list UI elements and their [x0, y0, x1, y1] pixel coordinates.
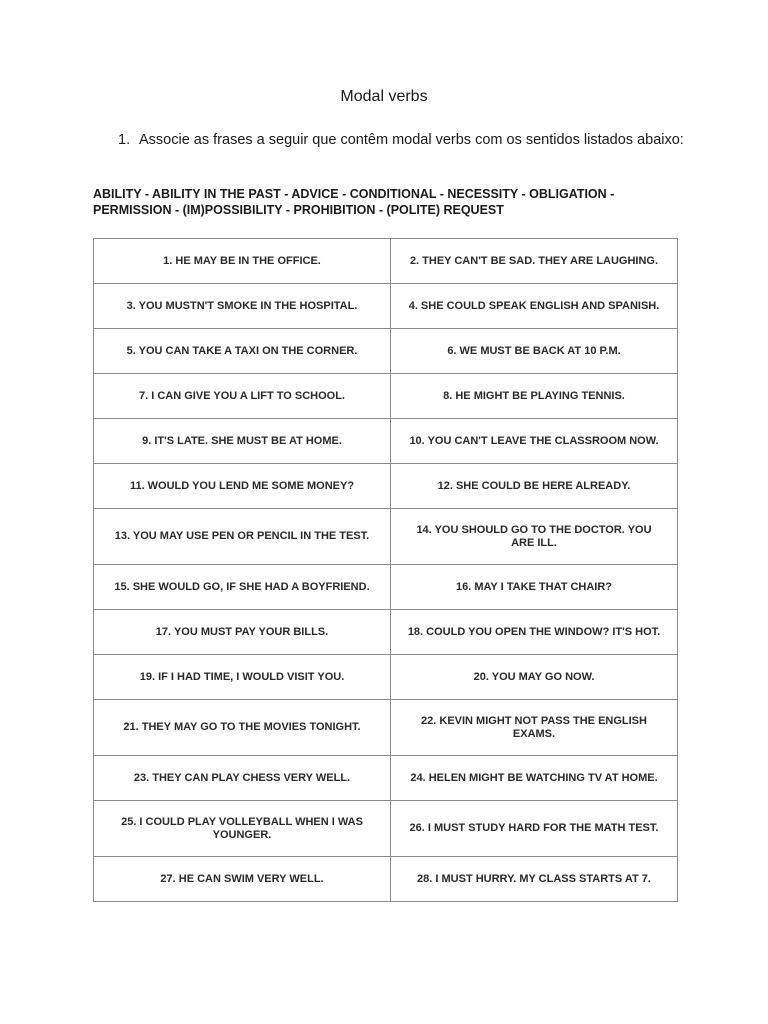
table-row [94, 374, 678, 419]
sentence-cell: 15. SHE WOULD GO, IF SHE HAD A BOYFRIEND. [94, 565, 391, 610]
sentence-cell: 28. I MUST HURRY. MY CLASS STARTS AT 7. [391, 857, 678, 902]
sentence-cell: 6. WE MUST BE BACK AT 10 P.M. [391, 329, 678, 374]
table-row [94, 801, 678, 857]
sentence-cell: 14. YOU SHOULD GO TO THE DOCTOR. YOU ARE ILL. [391, 509, 678, 565]
sentence-table [93, 238, 678, 902]
table-row [94, 419, 678, 464]
table-row [94, 284, 678, 329]
table-row [94, 756, 678, 801]
sentence-cell: 20. YOU MAY GO NOW. [391, 655, 678, 700]
sentence-cell: 5. YOU CAN TAKE A TAXI ON THE CORNER. [94, 329, 391, 374]
sentence-cell: 24. HELEN MIGHT BE WATCHING TV AT HOME. [391, 756, 678, 801]
table-row [94, 700, 678, 756]
sentence-cell: 4. SHE COULD SPEAK ENGLISH AND SPANISH. [391, 284, 678, 329]
sentence-cell: 7. I CAN GIVE YOU A LIFT TO SCHOOL. [94, 374, 391, 419]
sentence-cell: 11. WOULD YOU LEND ME SOME MONEY? [94, 464, 391, 509]
table-row [94, 610, 678, 655]
table-row [94, 565, 678, 610]
category-line: ABILITY - ABILITY IN THE PAST - ADVICE - CONDITIONAL - NECESSITY - OBLIGATION - [93, 187, 615, 201]
category-list [93, 186, 693, 218]
sentence-cell: 3. YOU MUSTN'T SMOKE IN THE HOSPITAL. [94, 284, 391, 329]
sentence-cell: 16. MAY I TAKE THAT CHAIR? [391, 565, 678, 610]
sentence-cell: 12. SHE COULD BE HERE ALREADY. [391, 464, 678, 509]
sentence-cell: 26. I MUST STUDY HARD FOR THE MATH TEST. [391, 801, 678, 857]
sentence-cell: 19. IF I HAD TIME, I WOULD VISIT YOU. [94, 655, 391, 700]
instruction-number: 1. [118, 132, 131, 148]
sentence-cell: 1. HE MAY BE IN THE OFFICE. [94, 239, 391, 284]
category-line: PERMISSION - (IM)POSSIBILITY - PROHIBITION - (POLITE) REQUEST [93, 203, 504, 217]
table-row [94, 239, 678, 284]
sentence-cell: 8. HE MIGHT BE PLAYING TENNIS. [391, 374, 678, 419]
sentence-cell: 27. HE CAN SWIM VERY WELL. [94, 857, 391, 902]
table-row [94, 857, 678, 902]
table-row [94, 464, 678, 509]
table-row [94, 655, 678, 700]
sentence-cell: 10. YOU CAN'T LEAVE THE CLASSROOM NOW. [391, 419, 678, 464]
sentence-cell: 13. YOU MAY USE PEN OR PENCIL IN THE TEST. [94, 509, 391, 565]
sentence-cell: 9. IT'S LATE. SHE MUST BE AT HOME. [94, 419, 391, 464]
sentence-cell: 23. THEY CAN PLAY CHESS VERY WELL. [94, 756, 391, 801]
sentence-cell: 25. I COULD PLAY VOLLEYBALL WHEN I WAS YOUNGER. [94, 801, 391, 857]
page-title: Modal verbs [340, 88, 428, 105]
sentence-cell: 21. THEY MAY GO TO THE MOVIES TONIGHT. [94, 700, 391, 756]
table-row [94, 509, 678, 565]
sentence-cell: 22. KEVIN MIGHT NOT PASS THE ENGLISH EXAMS. [391, 700, 678, 756]
instruction-text: Associe as frases a seguir que contêm modal verbs com os sentidos listados abaixo: [139, 132, 684, 148]
sentence-cell: 2. THEY CAN'T BE SAD. THEY ARE LAUGHING. [391, 239, 678, 284]
sentence-cell: 18. COULD YOU OPEN THE WINDOW? IT'S HOT. [391, 610, 678, 655]
instruction-item [118, 131, 698, 150]
sentence-cell: 17. YOU MUST PAY YOUR BILLS. [94, 610, 391, 655]
table-row [94, 329, 678, 374]
